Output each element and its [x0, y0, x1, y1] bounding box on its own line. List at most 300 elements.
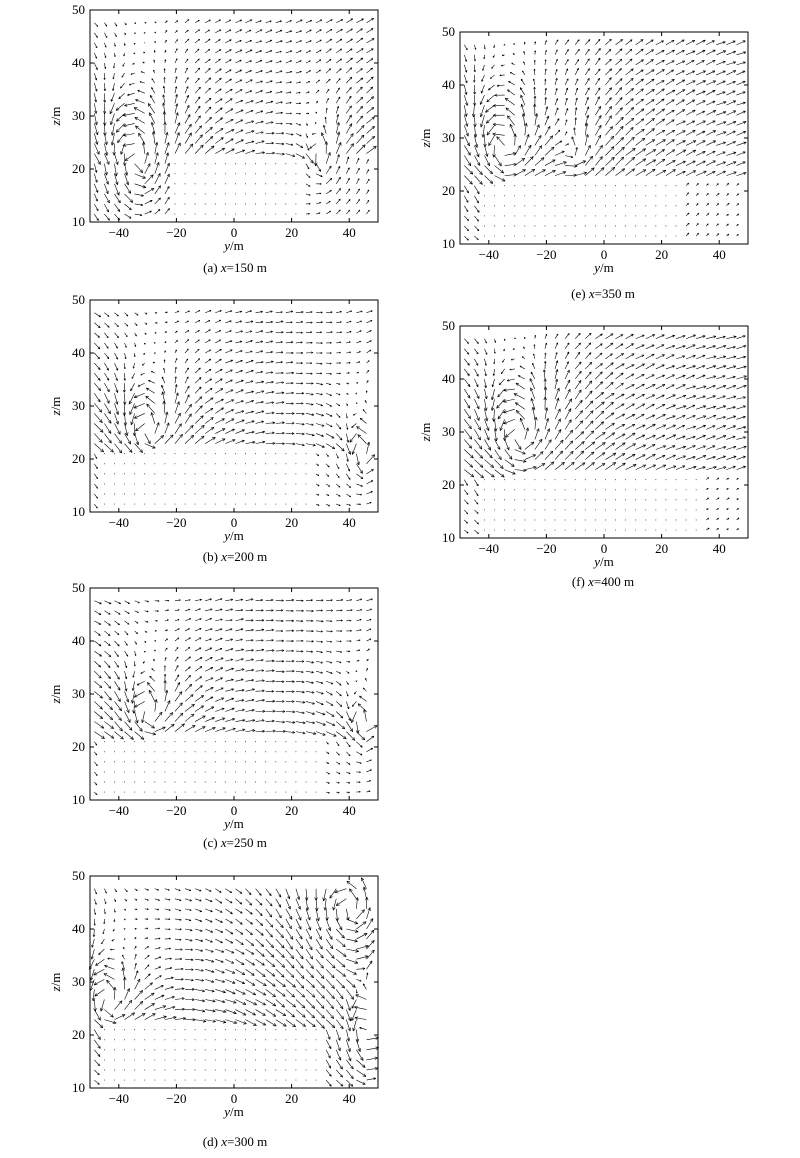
- vector-arrow: [326, 69, 331, 73]
- vector-arrowhead: [92, 998, 93, 1001]
- vector-arrow: [366, 68, 372, 73]
- vector-arrow: [356, 189, 359, 194]
- vector-dot: [185, 1070, 186, 1071]
- vector-arrow: [205, 98, 211, 103]
- vector-dot: [255, 163, 256, 164]
- vector-dot: [225, 1059, 226, 1060]
- vector-dot: [205, 163, 206, 164]
- vector-arrow: [316, 80, 319, 83]
- vector-dot: [306, 453, 307, 454]
- vector-dot: [215, 1070, 216, 1071]
- vector-dot: [175, 792, 176, 793]
- vector-dot: [175, 463, 176, 464]
- vector-dot: [144, 1039, 145, 1040]
- vector-dot: [205, 771, 206, 772]
- vector-arrow: [225, 99, 232, 104]
- vector-arrow: [175, 657, 178, 661]
- vector-dot: [225, 504, 226, 505]
- vector-dot: [285, 782, 286, 783]
- vector-dot: [164, 1070, 165, 1071]
- vector-arrowhead: [262, 699, 264, 700]
- vector-arrow: [336, 1050, 341, 1060]
- vector-arrowhead: [261, 311, 263, 312]
- vector-arrow: [215, 148, 224, 153]
- vector-arrow: [326, 1010, 334, 1019]
- vector-dot: [134, 1049, 135, 1050]
- vector-dot: [104, 1039, 105, 1040]
- vector-arrowhead: [375, 1057, 378, 1058]
- vector-arrowhead: [178, 393, 179, 396]
- vector-dot: [306, 463, 307, 464]
- vector-dot: [275, 741, 276, 742]
- vector-arrow: [125, 641, 128, 645]
- vector-dot: [185, 453, 186, 454]
- vector-dot: [124, 463, 125, 464]
- vector-arrow: [205, 707, 214, 712]
- vector-arrow: [366, 107, 373, 113]
- vector-dot: [285, 1029, 286, 1030]
- vector-arrow: [336, 1020, 343, 1029]
- vector-arrowhead: [213, 1022, 216, 1023]
- vector-dot: [175, 1080, 176, 1081]
- vector-arrowhead: [369, 442, 370, 445]
- vector-dot: [306, 473, 307, 474]
- vector-dot: [144, 1029, 145, 1030]
- vector-dot: [275, 463, 276, 464]
- vector-arrow: [114, 631, 119, 635]
- vector-dot: [225, 1080, 226, 1081]
- vector-arrow: [346, 732, 355, 741]
- vector-arrow: [185, 725, 195, 731]
- vector-arrow: [94, 484, 97, 488]
- vector-arrow: [135, 732, 144, 740]
- vector-arrow: [321, 133, 326, 144]
- vector-arrowhead: [98, 132, 99, 135]
- vector-arrow: [205, 398, 213, 404]
- y-tick-label: 30: [72, 108, 85, 123]
- vector-arrow: [94, 353, 99, 359]
- vector-arrow: [205, 359, 211, 363]
- vector-dot: [175, 473, 176, 474]
- vector-dot: [285, 163, 286, 164]
- vector-dot: [114, 1039, 115, 1040]
- vector-arrow: [114, 444, 121, 453]
- vector-arrow: [336, 434, 342, 441]
- vector-arrow: [134, 403, 145, 408]
- vector-dot: [265, 163, 266, 164]
- vector-dot: [144, 473, 145, 474]
- vector-dot: [164, 504, 165, 505]
- vector-dot: [134, 761, 135, 762]
- vector-dot: [114, 751, 115, 752]
- vector-dot: [245, 163, 246, 164]
- vector-arrow: [165, 712, 173, 721]
- vector-arrowhead: [281, 102, 283, 103]
- vector-dot: [164, 761, 165, 762]
- vector-arrowhead: [272, 629, 274, 630]
- x-axis-label: y/m: [224, 816, 244, 831]
- vector-arrow: [119, 93, 125, 99]
- vector-arrow: [205, 30, 209, 33]
- vector-dot: [215, 504, 216, 505]
- vector-arrow: [145, 434, 151, 444]
- vector-dot: [235, 494, 236, 495]
- vector-arrow: [286, 1010, 295, 1017]
- vector-arrow: [296, 144, 303, 148]
- vector-arrowhead: [152, 131, 153, 134]
- vector-dot: [235, 1059, 236, 1060]
- vector-arrowhead: [162, 103, 163, 106]
- x-tick-label: −40: [108, 803, 129, 818]
- vector-arrow: [175, 143, 180, 154]
- vector-dot: [275, 473, 276, 474]
- vector-arrowhead: [230, 619, 232, 620]
- vector-dot: [104, 792, 105, 793]
- vector-arrow: [185, 675, 191, 681]
- vector-dot: [275, 751, 276, 752]
- vector-arrow: [94, 1050, 100, 1057]
- vector-arrow: [366, 117, 374, 123]
- vector-dot: [164, 1080, 165, 1081]
- vector-arrow: [346, 115, 351, 123]
- vector-arrowhead: [158, 153, 159, 156]
- vector-dot: [316, 751, 317, 752]
- vector-arrow: [326, 211, 331, 214]
- vector-arrowhead: [97, 122, 98, 125]
- vector-arrow: [316, 164, 321, 172]
- vector-arrow: [185, 78, 188, 84]
- vector-dot: [124, 453, 125, 454]
- vector-arrow: [94, 464, 97, 469]
- vector-arrowhead: [113, 1023, 116, 1024]
- vector-dot: [134, 483, 135, 484]
- vector-arrow: [94, 444, 103, 452]
- vector-arrow: [185, 124, 191, 133]
- vector-arrow: [336, 413, 340, 417]
- vector-arrow: [246, 1010, 256, 1015]
- vector-arrow: [326, 1080, 331, 1086]
- vector-arrow: [104, 621, 110, 626]
- vector-dot: [225, 1039, 226, 1040]
- vector-dot: [154, 504, 155, 505]
- vector-arrow: [356, 106, 362, 113]
- vector-arrow: [326, 444, 335, 449]
- vector-dot: [225, 1070, 226, 1071]
- vector-dot: [306, 1049, 307, 1050]
- vector-arrow: [185, 714, 194, 722]
- vector-dot: [265, 761, 266, 762]
- vector-dot: [285, 463, 286, 464]
- vector-arrowhead: [252, 709, 254, 710]
- vector-dot: [235, 214, 236, 215]
- vector-dot: [195, 173, 196, 174]
- vector-dot: [215, 494, 216, 495]
- vector-dot: [265, 204, 266, 205]
- vector-dot: [285, 741, 286, 742]
- vector-arrowhead: [177, 104, 178, 107]
- vector-arrow: [155, 727, 166, 731]
- vector-dot: [265, 1080, 266, 1081]
- vector-dot: [205, 483, 206, 484]
- vector-arrow: [175, 413, 181, 423]
- vector-dot: [255, 751, 256, 752]
- vector-dot: [205, 453, 206, 454]
- vector-arrow: [215, 349, 221, 353]
- vector-arrowhead: [132, 688, 133, 691]
- vector-arrow: [195, 126, 202, 134]
- vector-dot: [245, 782, 246, 783]
- vector-arrow: [129, 393, 134, 404]
- vector-dot: [164, 1039, 165, 1040]
- vector-arrow: [135, 423, 144, 430]
- vector-arrowhead: [373, 1078, 376, 1079]
- vector-dot: [265, 173, 266, 174]
- vector-dot: [285, 183, 286, 184]
- vector-dot: [215, 1059, 216, 1060]
- vector-arrow: [346, 484, 350, 488]
- vector-dot: [285, 1039, 286, 1040]
- vector-dot: [255, 504, 256, 505]
- vector-arrow: [276, 1010, 286, 1016]
- vector-arrow: [195, 68, 200, 73]
- vector-arrowhead: [261, 401, 263, 402]
- vector-dot: [195, 1080, 196, 1081]
- vector-dot: [316, 782, 317, 783]
- vector-dot: [295, 1029, 296, 1030]
- vector-arrow: [215, 50, 221, 53]
- vector-arrow: [125, 711, 131, 722]
- vector-dot: [215, 1080, 216, 1081]
- vector-dot: [316, 1070, 317, 1071]
- vector-arrowhead: [375, 1067, 378, 1068]
- vector-arrow: [336, 681, 341, 685]
- vector-dot: [154, 792, 155, 793]
- vector-arrow: [94, 403, 101, 412]
- vector-arrow: [360, 418, 366, 423]
- vector-arrowhead: [272, 402, 274, 403]
- vector-arrow: [266, 999, 276, 1005]
- vector-dot: [164, 473, 165, 474]
- vector-arrowhead: [241, 649, 243, 650]
- vector-dot: [285, 1070, 286, 1071]
- vector-dot: [255, 183, 256, 184]
- vector-arrowhead: [95, 1008, 96, 1011]
- vector-arrow: [356, 97, 362, 103]
- vector-dot: [205, 183, 206, 184]
- vector-arrow: [94, 671, 101, 678]
- vector-dot: [265, 782, 266, 783]
- vector-arrowhead: [251, 639, 253, 640]
- vector-dot: [114, 761, 115, 762]
- vector-arrow: [357, 426, 367, 433]
- y-tick-label: 30: [72, 686, 85, 701]
- vector-dot: [215, 741, 216, 742]
- vector-dot: [295, 1070, 296, 1071]
- vector-dot: [215, 1029, 216, 1030]
- vector-arrow: [134, 108, 145, 114]
- vector-arrowhead: [131, 421, 132, 424]
- vector-arrow: [326, 999, 333, 1008]
- vector-dot: [114, 1029, 115, 1030]
- vector-dot: [134, 741, 135, 742]
- vector-arrow: [185, 638, 190, 641]
- x-tick-label: 40: [342, 225, 356, 240]
- vector-arrowhead: [212, 1001, 215, 1002]
- vector-arrow: [326, 89, 329, 93]
- vector-dot: [295, 494, 296, 495]
- vector-arrow: [165, 197, 170, 204]
- vector-arrow: [195, 106, 200, 113]
- vector-arrow: [316, 999, 324, 1008]
- vector-arrow: [336, 210, 340, 214]
- vector-dot: [124, 483, 125, 484]
- vector-dot: [265, 1029, 266, 1030]
- vector-dot: [175, 163, 176, 164]
- vector-arrow: [358, 435, 367, 444]
- vector-arrow: [94, 691, 102, 698]
- vector-dot: [225, 193, 226, 194]
- vector-dot: [205, 1029, 206, 1030]
- vector-arrow: [195, 727, 205, 732]
- vector-arrow: [175, 123, 180, 134]
- vector-dot: [144, 1059, 145, 1060]
- vector-arrowhead: [142, 142, 143, 145]
- vector-dot: [164, 483, 165, 484]
- vector-arrow: [336, 188, 340, 193]
- vector-arrowhead: [262, 649, 264, 650]
- vector-arrowhead: [262, 629, 264, 630]
- x-tick-label: 40: [342, 515, 356, 530]
- vector-arrow: [185, 59, 188, 63]
- vector-arrowhead: [163, 401, 164, 404]
- vector-dot: [285, 214, 286, 215]
- vector-dot: [316, 1049, 317, 1050]
- vector-dot: [154, 1029, 155, 1030]
- quiver-plot: [40, 578, 390, 840]
- vector-dot: [245, 214, 246, 215]
- vector-arrow: [125, 444, 132, 453]
- y-tick-label: 10: [72, 214, 85, 229]
- vector-dot: [175, 1029, 176, 1030]
- vector-arrowhead: [107, 152, 108, 155]
- vector-arrow: [195, 368, 200, 373]
- vector-arrow: [256, 1010, 266, 1016]
- vector-dot: [255, 483, 256, 484]
- vector-dot: [154, 1070, 155, 1071]
- vector-dot: [185, 463, 186, 464]
- vector-arrow: [356, 78, 363, 83]
- vector-arrow: [356, 87, 362, 93]
- vector-arrow: [336, 199, 340, 204]
- vector-arrow: [94, 641, 101, 646]
- vector-arrow: [195, 436, 204, 444]
- vector-arrow: [104, 194, 109, 203]
- vector-dot: [124, 771, 125, 772]
- vector-arrow: [215, 408, 223, 414]
- vector-dot: [104, 761, 105, 762]
- vector-arrow: [145, 993, 154, 999]
- vector-dot: [114, 494, 115, 495]
- vector-dot: [275, 782, 276, 783]
- y-tick-label: 20: [72, 161, 85, 176]
- vector-arrow: [165, 174, 169, 184]
- vector-dot: [295, 771, 296, 772]
- vector-dot: [265, 193, 266, 194]
- vector-arrow: [276, 1020, 287, 1027]
- vector-arrow: [135, 117, 145, 123]
- vector-arrow: [94, 1020, 103, 1028]
- vector-arrow: [185, 19, 189, 22]
- vector-dot: [275, 761, 276, 762]
- vector-arrow: [356, 125, 364, 133]
- vector-dot: [175, 193, 176, 194]
- vector-arrowhead: [172, 1006, 175, 1007]
- vector-arrow: [336, 39, 342, 43]
- vector-arrowhead: [281, 341, 283, 342]
- vector-arrow: [114, 651, 118, 657]
- vector-dot: [104, 463, 105, 464]
- vector-dot: [245, 453, 246, 454]
- vector-arrow: [135, 990, 143, 999]
- vector-dot: [185, 494, 186, 495]
- x-tick-label: 0: [230, 225, 238, 240]
- vector-arrow: [366, 97, 373, 104]
- vector-dot: [295, 741, 296, 742]
- vector-dot: [164, 1049, 165, 1050]
- vector-arrow: [145, 175, 154, 184]
- vector-arrow: [155, 712, 162, 721]
- vector-arrow: [145, 444, 156, 448]
- vector-arrow: [104, 343, 108, 348]
- vector-arrow: [205, 39, 210, 43]
- vector-arrow: [94, 1030, 100, 1040]
- vector-arrowhead: [272, 432, 274, 433]
- vector-arrow: [366, 18, 373, 22]
- vector-arrow: [147, 682, 155, 691]
- vector-dot: [175, 173, 176, 174]
- vector-arrow: [114, 681, 120, 690]
- vector-dot: [265, 751, 266, 752]
- vector-arrow: [185, 695, 193, 702]
- vector-dot: [306, 494, 307, 495]
- vector-dot: [295, 1049, 296, 1050]
- vector-dot: [255, 1070, 256, 1071]
- vector-arrow: [195, 425, 204, 433]
- vector-arrow: [306, 154, 313, 164]
- vector-arrow: [94, 772, 97, 776]
- vector-arrow: [346, 96, 351, 103]
- vector-dot: [185, 1059, 186, 1060]
- vector-dot: [104, 494, 105, 495]
- vector-dot: [255, 173, 256, 174]
- vector-arrow: [336, 97, 340, 103]
- vector-arrow: [114, 333, 118, 338]
- vector-dot: [235, 1070, 236, 1071]
- vector-arrow: [175, 682, 180, 691]
- vector-dot: [245, 741, 246, 742]
- vector-dot: [295, 473, 296, 474]
- vector-arrow: [336, 444, 344, 451]
- x-tick-label: −20: [166, 225, 187, 240]
- vector-arrow: [104, 631, 110, 636]
- vector-dot: [205, 1080, 206, 1081]
- vector-arrow: [149, 113, 154, 124]
- vector-dot: [154, 761, 155, 762]
- vector-arrow: [94, 732, 104, 739]
- x-tick-label: 0: [230, 803, 238, 818]
- vector-dot: [164, 771, 165, 772]
- vector-dot: [134, 782, 135, 783]
